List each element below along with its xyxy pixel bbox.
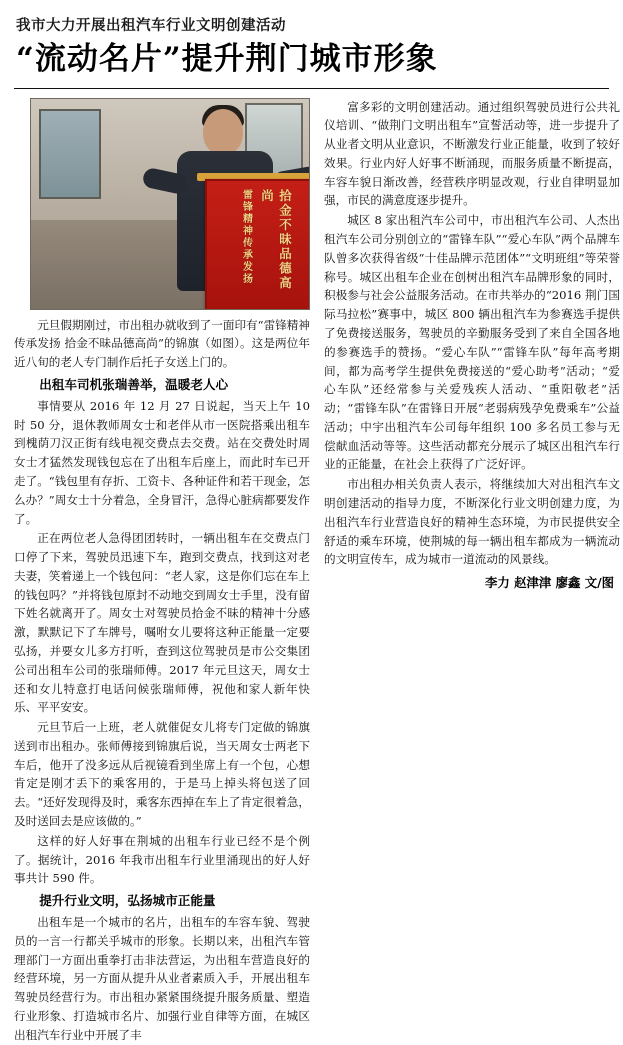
column-right xyxy=(324,98,620,592)
photo-banner-text-main: 拾金不昧品德高尚 xyxy=(259,188,293,291)
page-title: “流动名片”提升荆门城市形象 xyxy=(16,41,438,77)
photo-banner-text-side: 雷锋精神传承发扬 xyxy=(240,188,252,285)
photo-banner-fringe xyxy=(205,309,310,310)
paragraph: 这样的好人好事在荆城的出租车行业已经不是个例了。据统计，2016 年我市出租车行业里涌现出的好人好事共计 590 件。 xyxy=(14,833,310,886)
photo-banner-text xyxy=(213,189,310,303)
article-photo xyxy=(30,98,310,310)
kicker-line: 我市大力开展出租汽车行业文明创建活动 xyxy=(16,17,286,34)
paragraph: 元旦假期刚过，市出租办就收到了一面印有“雷锋精神传承发扬 拾金不昧品德高尚”的锦旗（如图）。这是两位年近八旬的老人专门制作后托子女送上门的。 xyxy=(14,317,310,370)
paragraph: 元旦节后一上班，老人就催促女儿将专门定做的锦旗送到市出租办。张师傅接到锦旗后说，当天周女士两老下车后，他开了没多远从后视镜看到坐席上有一个包，心想肯定是刚才丢下的乘客用的，于是马上掉头将包送了回去。“还好发现得及时，乘客东西掉在车上了肯定很着急，及时送回去是应该做的。” xyxy=(14,720,310,828)
article-columns xyxy=(14,98,620,1045)
paragraph: 市出租办相关负责人表示，将继续加大对出租汽车文明创建活动的指导力度，不断深化行业文明创建力度，为出租汽车行业营造良好的精神生态环境，为市民提供安全舒适的乘车环境，使荆城的每一辆出租车都成为一辆流动的文明宣传车，成为城市一道流动的风景线。 xyxy=(324,477,620,567)
paragraph: 正在两位老人急得团团转时，一辆出租车在交费点门口停了下来，驾驶员迅速下车，跑到交费点，找到这对老夫妻，笑着递上一个钱包问：“老人家，这是你们忘在车上的钱包吗？”并将钱包原封不动地交到周女士手里，没有留下姓名就离开了。周女士对驾驶员拾金不昧的精神十分感激，默默记下了车牌号，嘱咐女儿要将这种正能量一定要弘扬，并要女儿多方打听，查到这位驾驶员是市公交集团公司出租车公司的张瑞师傅。2017 年元旦这天，周女士还和女儿特意打电话问候张瑞师傅，祝他和家人新年快乐、平平安安。 xyxy=(14,531,310,715)
photo-window-left xyxy=(39,109,101,199)
paragraph: 出租车是一个城市的名片，出租车的车容车貌、驾驶员的一言一行都关乎城市的形象。长期以来，出租汽车管理部门一方面出重拳打击非法营运，为出租车营造良好的经营环境，另一方面从提升从业者素质入手，开展出租车驾驶员经营行为。市出租办紧紧围绕提升服务质量、塑造行业形象、打造城市名片、加强行业自律等方面，在城区出租汽车行业中开展了丰 xyxy=(14,915,310,1042)
column-left xyxy=(14,98,310,1045)
photo-banner xyxy=(205,179,310,310)
photo-person xyxy=(169,107,293,310)
header-divider xyxy=(14,88,609,89)
subhead-1: 出租车司机张瑞善举，温暖老人心 xyxy=(39,376,229,392)
paragraph: 事情要从 2016 年 12 月 27 日说起，当天上午 10 时 50 分，退休教师周女士和老伴从市一医院搭乘出租车到槐荫刀汉正街有线电视交费点去交费。站在交费处时周女士才猛然发现钱包忘在了出租车后座上，而此时车已开走了。“钱包里有存折、工资卡、各种证件和若干现金，怎么办？”周女士十分着急，全身冒汗，急得心脏病都要发作了。 xyxy=(14,398,310,526)
photo-frame xyxy=(30,98,310,310)
photo-person-head xyxy=(203,109,243,155)
paragraph: 城区 8 家出租汽车公司中，市出租汽车公司、人杰出租汽车公司分别创立的“雷锋车队”“爱心车队”两个品牌车队曾多次获得省级“十佳品牌示范团体”“文明班组”等荣誉称号。城区出租车企业在创树出租汽车品牌形象的同时，积极参与社会公益服务活动。在市共举办的“2016 荆门国际马拉松”赛事中，城区 800 辆出租汽车为参赛选手提供了免费接送服务，驾驶员的辛勤服务受到了来自全国各地的参赛选手的赞扬。“爱心车队”“雷锋车队”每年高考期间，都为高考学生提供免费接送的“爱心助考”活动；“爱心车队”还经常参与关爱残疾人活动、“重阳敬老”活动；“雷锋车队”在雷锋日开展“老弱病残孕免费乘车”公益活动；中宇出租汽车公司每年组织 100 多名员工参与无偿献血活动等等。这些活动都充分展示了城区出租汽车行业的正能量，在社会上获得了广泛好评。 xyxy=(324,213,620,472)
byline: 李力 赵津津 廖鑫 文/图 xyxy=(485,575,614,591)
paragraph: 富多彩的文明创建活动。通过组织驾驶员进行公共礼仪培训、“做荆门文明出租车”宣誓活动等，进一步提升了从业者文明从业意识，不断激发行业正能量，收到了较好效果。行业内好人好事不断涌现，而服务质量不断提高，车容车貌日渐改善，经营秩序明显改观，行业自律明显加强，市民的满意度逐步提升。 xyxy=(324,99,620,208)
subhead-2: 提升行业文明，弘扬城市正能量 xyxy=(39,893,216,909)
